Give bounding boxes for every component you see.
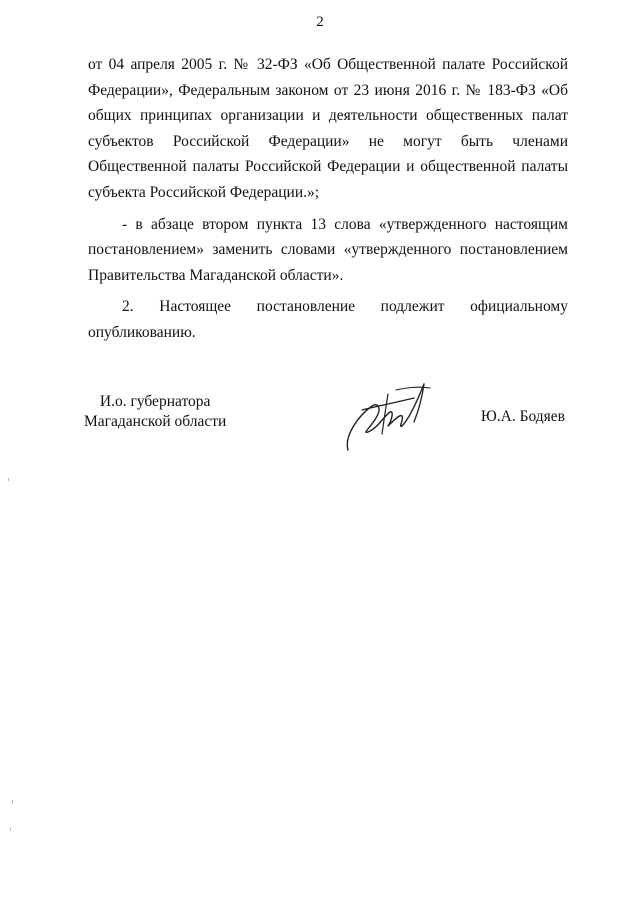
signatory-title-line2: Магаданской области: [84, 413, 227, 430]
paragraph-amendment: - в абзаце втором пункта 13 слова «утвержденного настоящим постановлением» заменить словами «утвержденного постановлением Правительства Магаданской области».: [88, 215, 568, 284]
scan-speck: [8, 478, 9, 481]
signatory-name: Ю.А. Бодяев: [480, 408, 565, 425]
paragraph-continuation: от 04 апреля 2005 г. № 32-ФЗ «Об Общественной палате Российской Федерации», Федеральным законом от 23 июня 2016 г. № 183-ФЗ «Об общих принципах организации и деятельности общественных палат субъектов Российской Федерации» не могут быть членами Общественной палаты Российской Федерации и общественной палаты субъекта Российской Федерации.»;: [88, 56, 568, 201]
signatory-title-line1: И.о. губернатора: [99, 393, 211, 410]
signatory-title: [84, 392, 226, 432]
scan-speck: [10, 828, 11, 831]
document-body: [88, 52, 568, 346]
scan-speck: [12, 800, 13, 804]
handwritten-signature: [338, 376, 446, 456]
paragraph-publication: 2. Настоящее постановление подлежит официальному опубликованию.: [88, 298, 568, 341]
page-number: 2: [316, 14, 324, 30]
